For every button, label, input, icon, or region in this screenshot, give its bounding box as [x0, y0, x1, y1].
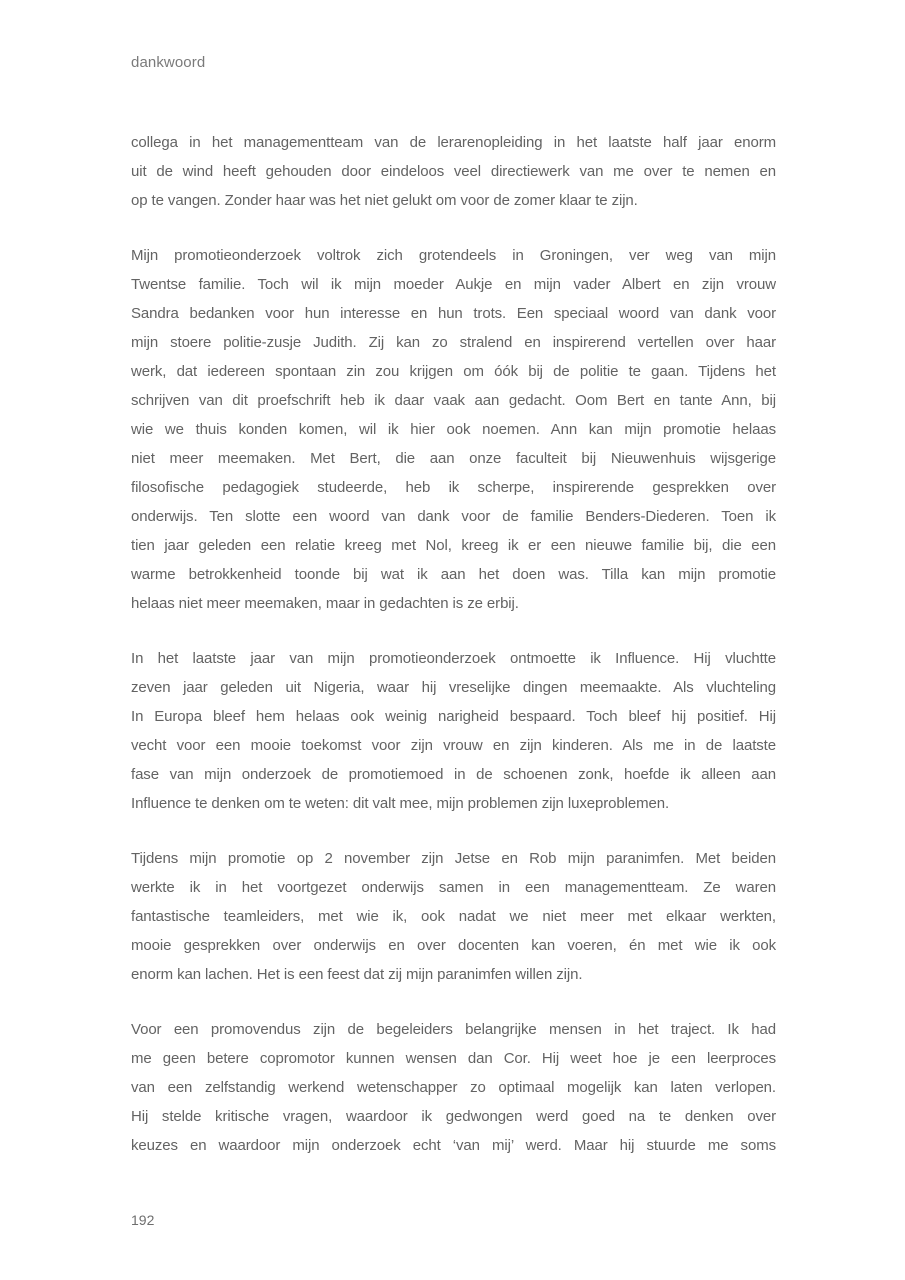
text-line: Voor een promovendus zijn de begeleiders belangrijke mensen in het traject. Ik had	[131, 1021, 776, 1038]
text-line: helaas niet meer meemaken, maar in gedachten is ze erbij.	[131, 595, 519, 612]
text-line: niet meer meemaken. Met Bert, die aan onze faculteit bij Nieuwenhuis wijsgerige	[131, 450, 776, 467]
text-line: In Europa bleef hem helaas ook weinig narigheid bespaard. Toch bleef hij positief. Hij	[131, 708, 776, 725]
text-line: wie we thuis konden komen, wil ik hier ook noemen. Ann kan mijn promotie helaas	[131, 421, 776, 438]
text-line: Sandra bedanken voor hun interesse en hun trots. Een speciaal woord van dank voor	[131, 305, 776, 322]
text-line: Twentse familie. Toch wil ik mijn moeder Aukje en mijn vader Albert en zijn vrouw	[131, 276, 776, 293]
text-line: Hij stelde kritische vragen, waardoor ik gedwongen werd goed na te denken over	[131, 1108, 776, 1125]
text-line: fantastische teamleiders, met wie ik, ook nadat we niet meer met elkaar werkten,	[131, 908, 776, 925]
text-line: fase van mijn onderzoek de promotiemoed in de schoenen zonk, hoefde ik alleen aan	[131, 766, 776, 783]
body-text	[131, 128, 776, 1186]
paragraph	[131, 644, 776, 818]
text-line: me geen betere copromotor kunnen wensen dan Cor. Hij weet hoe je een leerproces	[131, 1050, 776, 1067]
text-line: uit de wind heeft gehouden door eindeloos veel directiewerk van me over te nemen en	[131, 163, 776, 180]
page-number: 192	[131, 1212, 155, 1228]
text-line: schrijven van dit proefschrift heb ik daar vaak aan gedacht. Oom Bert en tante Ann, bij	[131, 392, 776, 409]
text-line: Mijn promotieonderzoek voltrok zich grotendeels in Groningen, ver weg van mijn	[131, 247, 776, 264]
paragraph	[131, 1015, 776, 1160]
text-line: werkte ik in het voortgezet onderwijs samen in een managementteam. Ze waren	[131, 879, 776, 896]
text-line: warme betrokkenheid toonde bij wat ik aan het doen was. Tilla kan mijn promotie	[131, 566, 776, 583]
text-line: mijn stoere politie-zusje Judith. Zij kan zo stralend en inspirerend vertellen over haar	[131, 334, 776, 351]
text-line: mooie gesprekken over onderwijs en over docenten kan voeren, én met wie ik ook	[131, 937, 776, 954]
text-line: Tijdens mijn promotie op 2 november zijn Jetse en Rob mijn paranimfen. Met beiden	[131, 850, 776, 867]
running-header: dankwoord	[131, 54, 206, 71]
paragraph	[131, 241, 776, 618]
text-line: enorm kan lachen. Het is een feest dat zij mijn paranimfen willen zijn.	[131, 966, 583, 983]
text-line: onderwijs. Ten slotte een woord van dank voor de familie Benders-Diederen. Toen ik	[131, 508, 776, 525]
text-line: Influence te denken om te weten: dit valt mee, mijn problemen zijn luxeproblemen.	[131, 795, 670, 812]
text-line: keuzes en waardoor mijn onderzoek echt ‘van mij’ werd. Maar hij stuurde me soms	[131, 1137, 776, 1154]
text-line: zeven jaar geleden uit Nigeria, waar hij vreselijke dingen meemaakte. Als vluchteling	[131, 679, 776, 696]
text-line: op te vangen. Zonder haar was het niet gelukt om voor de zomer klaar te zijn.	[131, 192, 638, 209]
text-line: vecht voor een mooie toekomst voor zijn vrouw en zijn kinderen. Als me in de laatste	[131, 737, 776, 754]
text-line: collega in het managementteam van de lerarenopleiding in het laatste half jaar enorm	[131, 134, 776, 151]
text-line: In het laatste jaar van mijn promotieonderzoek ontmoette ik Influence. Hij vluchtte	[131, 650, 776, 667]
text-line: werk, dat iedereen spontaan zin zou krijgen om óók bij de politie te gaan. Tijdens het	[131, 363, 776, 380]
text-line: van een zelfstandig werkend wetenschapper zo optimaal mogelijk kan laten verlopen.	[131, 1079, 776, 1096]
text-line: tien jaar geleden een relatie kreeg met Nol, kreeg ik er een nieuwe familie bij, die een	[131, 537, 776, 554]
paragraph	[131, 844, 776, 989]
paragraph	[131, 128, 776, 215]
text-line: filosofische pedagogiek studeerde, heb ik scherpe, inspirerende gesprekken over	[131, 479, 776, 496]
